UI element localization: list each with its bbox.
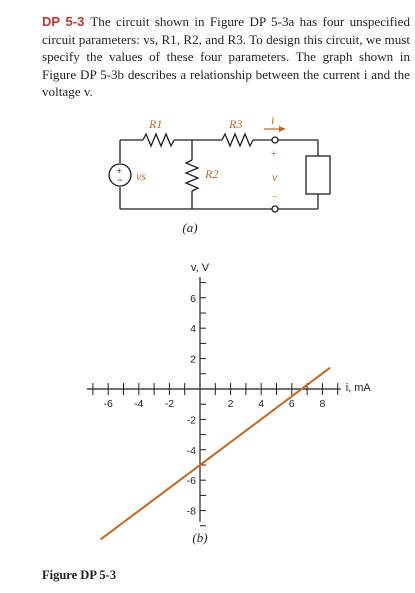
x-tick-label: -2	[164, 398, 175, 410]
y-tick-label: 6	[190, 292, 196, 305]
y-tick-label: 2	[190, 353, 196, 366]
x-tick-label: 2	[227, 398, 234, 410]
x-axis-label: i, mA	[345, 382, 371, 394]
terminal-top	[272, 137, 278, 143]
y-tick-label: -2	[186, 414, 196, 427]
minus-terminal-sign: −	[272, 192, 278, 203]
x-tick-label: 8	[319, 398, 326, 410]
y-tick-label: -4	[186, 444, 196, 457]
current-arrow	[264, 126, 286, 132]
figure-caption: Figure DP 5-3	[42, 568, 117, 582]
subfigure-a-label: (a)	[182, 220, 198, 235]
y-tick-label: -6	[186, 475, 196, 488]
r1-label: R1	[149, 117, 163, 131]
r3-label: R3	[229, 117, 243, 131]
plus-terminal-sign: +	[271, 149, 277, 160]
subfigure-b-label: (b)	[192, 529, 208, 545]
source-plus-sign: +	[116, 166, 122, 176]
resistor-r1	[143, 134, 174, 146]
source-minus-sign: −	[117, 175, 123, 185]
current-label: i	[271, 113, 275, 127]
resistor-r3	[222, 134, 253, 146]
r2-label: R2	[205, 167, 219, 181]
y-tick-label: -8	[186, 505, 196, 518]
problem-label: DP 5-3	[42, 14, 85, 29]
y-axis-label: v, V	[190, 262, 210, 274]
resistor-r2	[186, 160, 198, 191]
source-label: vs	[136, 169, 146, 183]
problem-text: The circuit shown in Figure DP 5-3a has four unspecified circuit parameters: vs, R1, R2, and R3. To design this circuit, we must specify the values of these four parameters. The graph shown in Figure DP 5-3b describes a relationship between the current i and the voltage v.	[42, 14, 410, 100]
x-tick-label: 4	[258, 398, 265, 410]
terminal-bottom	[272, 206, 278, 212]
voltage-label: v	[272, 170, 278, 184]
load-box	[306, 156, 330, 194]
x-tick-label: -6	[103, 398, 113, 410]
y-tick-label: 4	[190, 323, 196, 336]
iv-chart	[87, 262, 372, 545]
x-tick-label: -4	[134, 398, 144, 410]
x-tick-label: 6	[288, 398, 295, 410]
